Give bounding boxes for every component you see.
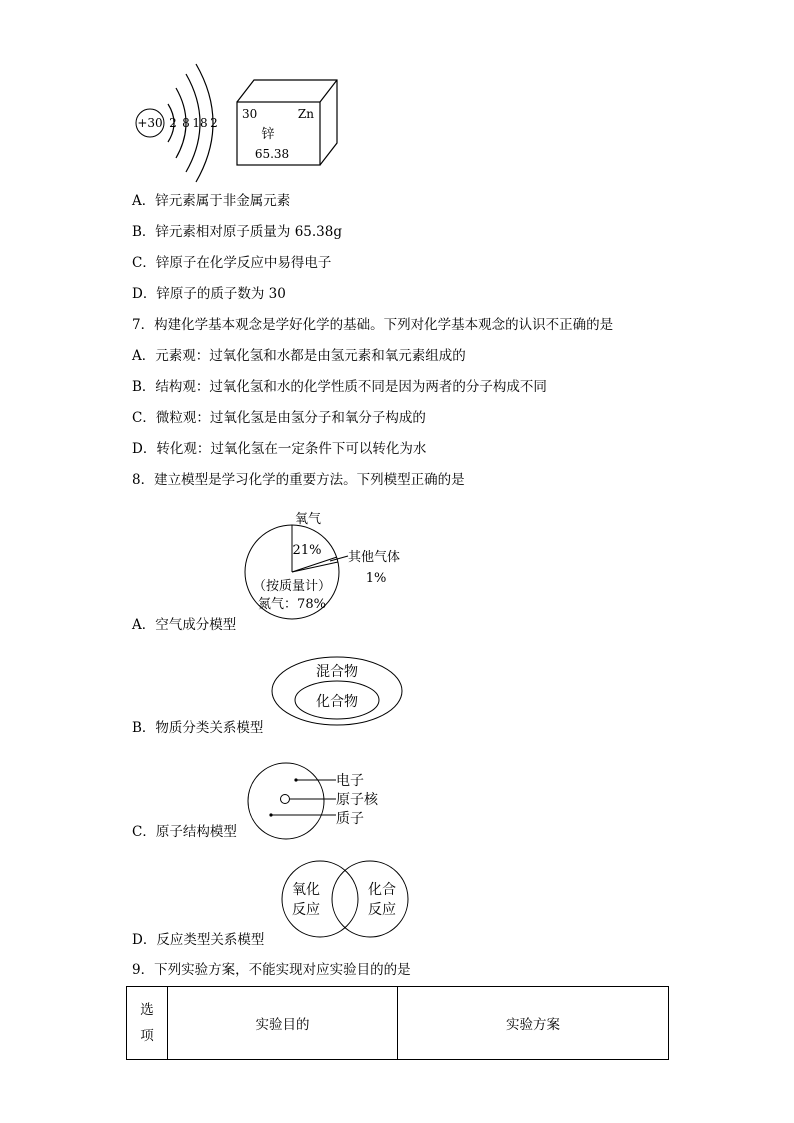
q8-option-b: B．物质分类关系模型 (132, 720, 264, 736)
venn-right-line-1: 化合 (368, 882, 396, 898)
q6-option-d: D．锌原子的质子数为 30 (132, 286, 286, 302)
q8-stem: 8．建立模型是学习化学的重要方法。下列模型正确的是 (132, 472, 465, 488)
q8-option-c: C．原子结构模型 (132, 824, 237, 840)
venn-right-circle (332, 861, 408, 937)
pie-oxygen-label: 氧气 (294, 512, 322, 527)
zinc-name: 锌 (261, 127, 275, 142)
zinc-shell-4-count: 2 (210, 116, 218, 130)
proton-label: 质子 (336, 811, 364, 827)
zinc-shell-3-count: 18 (192, 116, 208, 130)
zinc-element-tile (237, 80, 337, 165)
q9-table (126, 986, 669, 1060)
pie-line-oxygen-edge (292, 557, 337, 572)
zinc-shell-2-count: 8 (182, 116, 190, 130)
pie-other-label: 其他气体 (348, 550, 401, 565)
zinc-shell-1-count: 2 (169, 116, 177, 130)
substance-classification-model (270, 655, 410, 730)
atom-outline (248, 763, 324, 839)
option-header-cell (127, 987, 168, 1060)
outer-ellipse-label: 混合物 (316, 664, 358, 680)
nucleus-circle (281, 795, 290, 804)
air-composition-pie (240, 505, 420, 630)
electron-label: 电子 (336, 773, 364, 789)
option-header-line-1: 选 (140, 1002, 154, 1018)
atom-structure-model (244, 762, 394, 844)
venn-left-line-1: 氧化 (292, 882, 320, 898)
pie-line-other-edge (292, 562, 338, 572)
q6-option-b: B．锌元素相对原子质量为 65.38g (132, 224, 343, 240)
q6-option-a: A．锌元素属于非金属元素 (132, 193, 291, 209)
venn-left-circle (282, 861, 358, 937)
nucleus-label: 原子核 (336, 792, 378, 808)
q7-option-b: B．结构观：过氧化氢和水的化学性质不同是因为两者的分子构成不同 (132, 379, 547, 395)
q8-option-d: D．反应类型关系模型 (132, 932, 265, 948)
purpose-header-cell: 实验目的 (168, 987, 398, 1060)
pie-oxygen-pct: 21% (292, 543, 322, 558)
q9-stem: 9．下列实验方案，不能实现对应实验目的的是 (132, 962, 411, 978)
q8-option-a: A．空气成分模型 (132, 617, 237, 633)
zinc-mass: 65.38 (254, 147, 290, 161)
q7-option-c: C．微粒观：过氧化氢是由氢分子和氧分子构成的 (132, 410, 426, 426)
table-row (127, 987, 669, 1060)
q7-option-d: D．转化观：过氧化氢在一定条件下可以转化为水 (132, 441, 427, 457)
pie-basis: （按质量计） (252, 579, 332, 594)
pie-nitrogen: 氮气：78% (258, 597, 326, 612)
venn-left-line-2: 反应 (292, 902, 320, 918)
inner-ellipse-label: 化合物 (316, 694, 358, 710)
zinc-symbol: Zn (297, 107, 314, 121)
zinc-atomic-number: 30 (242, 107, 258, 121)
q6-option-c: C．锌原子在化学反应中易得电子 (132, 255, 332, 271)
option-header-line-2: 项 (140, 1028, 154, 1044)
zinc-atom-diagram (130, 60, 340, 185)
pie-other-pct: 1% (365, 571, 387, 586)
reaction-type-venn (280, 858, 412, 940)
plan-header-cell: 实验方案 (398, 987, 669, 1060)
q7-stem: 7．构建化学基本观念是学好化学的基础。下列对化学基本观念的认识不正确的是 (132, 317, 614, 333)
zinc-nucleus-charge: +30 (137, 116, 163, 130)
venn-right-line-2: 反应 (368, 902, 396, 918)
q7-option-a: A．元素观：过氧化氢和水都是由氢元素和氧元素组成的 (132, 348, 466, 364)
